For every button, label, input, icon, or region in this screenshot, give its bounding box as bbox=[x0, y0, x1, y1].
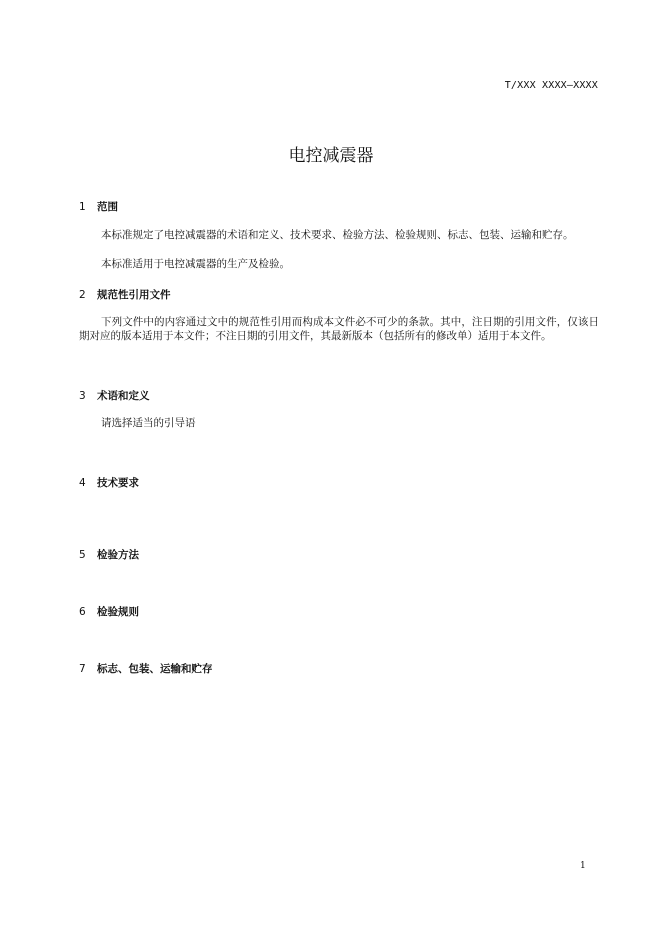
document-title: 电控减震器 bbox=[288, 146, 374, 166]
section-heading-test-methods bbox=[79, 547, 139, 562]
section-title: 标志、包装、运输和贮存 bbox=[97, 663, 213, 675]
section-heading-technical-requirements bbox=[79, 475, 139, 490]
section-title: 规范性引用文件 bbox=[97, 289, 171, 301]
section-heading-normative-references bbox=[79, 287, 171, 302]
section-title: 术语和定义 bbox=[97, 390, 150, 402]
scope-paragraph-2: 本标准适用于电控减震器的生产及检验。 bbox=[101, 258, 290, 270]
terms-paragraph-1: 请选择适当的引导语 bbox=[101, 417, 196, 429]
section-number: 7 bbox=[79, 663, 86, 675]
section-number: 4 bbox=[79, 477, 86, 489]
section-number: 5 bbox=[79, 549, 86, 561]
scope-paragraph-1: 本标准规定了电控减震器的术语和定义、技术要求、检验方法、检验规则、标志、包装、运输和贮存。 bbox=[101, 229, 574, 241]
section-number: 2 bbox=[79, 289, 86, 301]
section-heading-inspection-rules bbox=[79, 604, 139, 619]
section-heading-terms bbox=[79, 388, 150, 403]
normative-paragraph-1: 下列文件中的内容通过文中的规范性引用而构成本文件必不可少的条款。其中，注日期的引用文件，仅该日期对应的版本适用于本文件；不注日期的引用文件，其最新版本（包括所有的修改单）适用于本文件。 bbox=[79, 316, 599, 342]
section-title: 检验规则 bbox=[97, 606, 139, 618]
section-number: 1 bbox=[79, 201, 86, 213]
section-heading-scope bbox=[79, 199, 118, 214]
page-number: 1 bbox=[580, 861, 586, 871]
section-title: 范围 bbox=[97, 201, 118, 213]
standard-number: T/XXX XXXX—XXXX bbox=[504, 80, 598, 91]
section-heading-marking-packaging bbox=[79, 661, 213, 676]
section-number: 3 bbox=[79, 390, 86, 402]
section-title: 技术要求 bbox=[97, 477, 139, 489]
section-number: 6 bbox=[79, 606, 86, 618]
section-title: 检验方法 bbox=[97, 549, 139, 561]
